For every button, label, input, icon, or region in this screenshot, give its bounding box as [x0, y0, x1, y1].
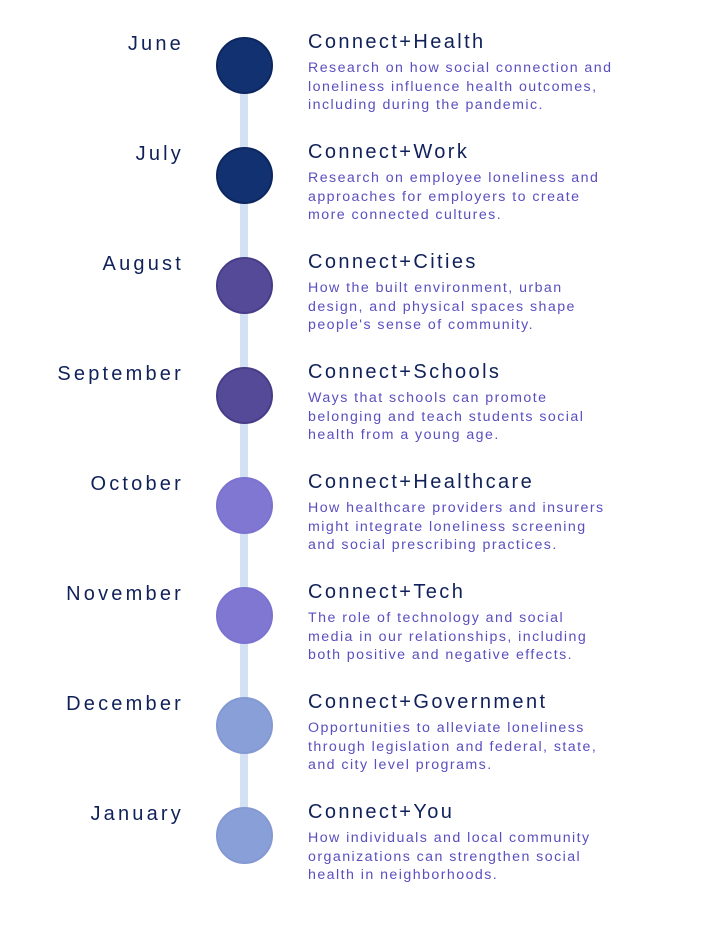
topic-title: Connect+Tech	[308, 581, 466, 603]
topic-title: Connect+Health	[308, 31, 486, 53]
month-label: August	[102, 253, 184, 275]
description-line: How individuals and local community	[308, 830, 591, 846]
topic-title: Connect+You	[308, 801, 455, 823]
description-line: and city level programs.	[308, 757, 493, 773]
timeline-dot	[216, 697, 273, 754]
topic-title: Connect+Work	[308, 141, 470, 163]
timeline-dot	[216, 477, 273, 534]
description-line: and social prescribing practices.	[308, 537, 558, 553]
description-line: belonging and teach students social	[308, 408, 585, 425]
description-line: How healthcare providers and insurers	[308, 500, 605, 516]
description-line: might integrate loneliness screening	[308, 518, 587, 535]
timeline-entry-november	[0, 581, 720, 691]
timeline-entry-october	[0, 471, 720, 581]
description-line: Research on how social connection and	[308, 60, 613, 76]
topic-description	[308, 169, 708, 225]
topic-description	[308, 389, 708, 445]
topic-description	[308, 59, 708, 115]
description-line: health in neighborhoods.	[308, 867, 499, 883]
timeline-dot	[216, 807, 273, 864]
month-label: January	[90, 803, 184, 825]
description-line: health from a young age.	[308, 427, 500, 443]
description-line: organizations can strengthen social	[308, 848, 582, 865]
month-label: December	[66, 693, 184, 715]
description-line: Research on employee loneliness and	[308, 170, 600, 186]
description-line: The role of technology and social	[308, 610, 565, 626]
description-line: approaches for employers to create	[308, 188, 581, 205]
description-line: How the built environment, urban	[308, 280, 563, 296]
topic-title: Connect+Healthcare	[308, 471, 535, 493]
topic-title: Connect+Cities	[308, 251, 478, 273]
topic-title: Connect+Schools	[308, 361, 502, 383]
timeline-entry-september	[0, 361, 720, 471]
topic-description	[308, 829, 708, 885]
month-label: September	[57, 363, 184, 385]
timeline-dot	[216, 587, 273, 644]
topic-description	[308, 279, 708, 335]
description-line: people's sense of community.	[308, 317, 534, 333]
description-line: loneliness influence health outcomes,	[308, 78, 598, 95]
description-line: media in our relationships, including	[308, 628, 588, 645]
timeline-entry-january	[0, 801, 720, 911]
topic-description	[308, 609, 708, 665]
description-line: design, and physical spaces shape	[308, 298, 576, 315]
description-line: more connected cultures.	[308, 207, 503, 223]
month-label: November	[66, 583, 184, 605]
timeline-entry-december	[0, 691, 720, 801]
month-label: June	[127, 33, 184, 55]
timeline-dot	[216, 37, 273, 94]
timeline-entry-august	[0, 251, 720, 361]
topic-description	[308, 719, 708, 775]
timeline-entry-july	[0, 141, 720, 251]
month-label: July	[135, 143, 184, 165]
timeline-entry-june	[0, 31, 720, 141]
timeline-dot	[216, 367, 273, 424]
description-line: both positive and negative effects.	[308, 647, 574, 663]
month-label: October	[90, 473, 184, 495]
description-line: Opportunities to alleviate loneliness	[308, 720, 585, 736]
timeline-dot	[216, 257, 273, 314]
description-line: Ways that schools can promote	[308, 390, 548, 406]
timeline-dot	[216, 147, 273, 204]
description-line: through legislation and federal, state,	[308, 738, 598, 755]
topic-description	[308, 499, 708, 555]
topic-title: Connect+Government	[308, 691, 548, 713]
description-line: including during the pandemic.	[308, 97, 544, 113]
